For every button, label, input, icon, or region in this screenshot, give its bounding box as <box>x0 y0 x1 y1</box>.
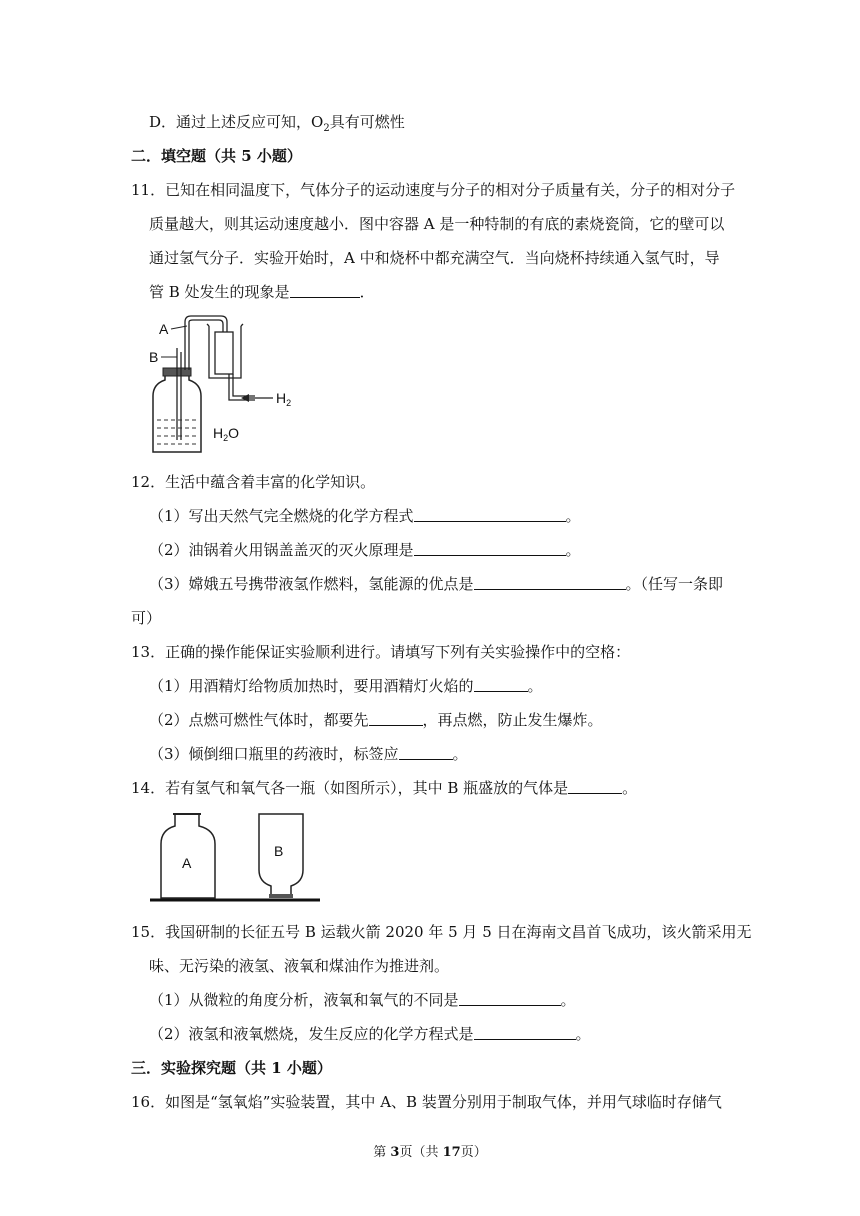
q13-p3-blank[interactable] <box>399 745 453 760</box>
q13-p2-text: （2）点燃可燃性气体时，都要先 <box>149 711 369 729</box>
option-d <box>149 112 405 139</box>
q13-p1-text: （1）用酒精灯给物质加热时，要用酒精灯火焰的 <box>149 677 474 695</box>
q12-p3-blank[interactable] <box>474 575 626 590</box>
q13-part1 <box>149 676 543 696</box>
q12-part2 <box>149 540 581 560</box>
section-2-title: 二．填空题（共 5 小题） <box>131 147 302 165</box>
q13-p1-end: 。 <box>527 677 543 695</box>
q13-p2-blank[interactable] <box>369 711 423 726</box>
q13-stem: 13．正确的操作能保证实验顺利进行。请填写下列有关实验操作中的空格： <box>131 643 631 661</box>
q15-p1-blank[interactable] <box>459 991 561 1006</box>
q11-line1: 11．已知在相同温度下，气体分子的运动速度与分子的相对分子质量有关，分子的相对分子 <box>131 181 736 199</box>
q14-stem <box>131 778 637 798</box>
footer-pre: 第 <box>373 1145 391 1160</box>
section-3-title: 三．实验探究题（共 1 小题） <box>131 1059 332 1077</box>
q14-gas-bottles-figure <box>145 808 325 908</box>
fig-bottle-a-label: A <box>182 855 192 871</box>
q11-answer-blank[interactable] <box>290 283 360 298</box>
q13-p3-text: （3）倾倒细口瓶里的药液时，标签应 <box>149 745 399 763</box>
q12-p1-end: 。 <box>565 507 581 525</box>
q12-part1 <box>149 506 581 526</box>
option-d-text: D．通过上述反应可知，O <box>149 113 324 131</box>
q13-p3-end: 。 <box>452 745 468 763</box>
q12-p2-text: （2）油锅着火用锅盖盖灭的灭火原理是 <box>149 541 414 559</box>
fig-label-b: B <box>149 349 159 365</box>
q12-p3-end: 。（任写一条即 <box>625 575 724 593</box>
q14-stem-end: 。 <box>622 779 638 797</box>
q12-p1-blank[interactable] <box>414 507 566 522</box>
q15-p2-end: 。 <box>575 1025 591 1043</box>
q15-line2: 味、无污染的液氢、液氧和煤油作为推进剂。 <box>149 957 450 975</box>
q15-line1: 15．我国研制的长征五号 B 运载火箭 2020 年 5 月 5 日在海南文昌首飞成功，该火箭采用无 <box>131 923 752 941</box>
q14-stem-text: 14．若有氢气和氧气各一瓶（如图所示），其中 B 瓶盛放的气体是 <box>131 779 569 797</box>
footer-page-number: 3 <box>390 1145 400 1160</box>
q12-part3 <box>149 574 723 594</box>
q12-p2-end: 。 <box>565 541 581 559</box>
q11-line2: 质量越大，则其运动速度越小．图中容器 A 是一种特制的有底的素烧瓷筒，它的壁可以 <box>149 215 725 233</box>
q14-blank[interactable] <box>568 779 622 794</box>
q15-p1-end: 。 <box>560 991 576 1009</box>
q15-p1-text: （1）从微粒的角度分析，液氧和氧气的不同是 <box>149 991 459 1009</box>
q13-part3 <box>149 744 468 764</box>
q11-line4-end: ． <box>359 283 375 301</box>
q15-part1 <box>149 990 576 1010</box>
svg-text:H2: $H_2$ <box>276 390 292 408</box>
option-d-end: 具有可燃性 <box>329 113 405 131</box>
footer-total-pages: 17 <box>442 1145 461 1160</box>
q12-p1-text: （1）写出天然气完全燃烧的化学方程式 <box>149 507 414 525</box>
q15-part2 <box>149 1024 591 1044</box>
q15-p2-blank[interactable] <box>474 1025 576 1040</box>
fig-bottle-b-label: B <box>274 843 284 859</box>
fig-label-h2o: $H_2O$ <box>213 425 240 443</box>
q12-part3-cont: 可） <box>131 609 162 627</box>
q13-part2 <box>149 710 603 730</box>
footer-post: 页） <box>460 1145 487 1160</box>
q11-apparatus-figure <box>145 312 275 462</box>
q12-stem: 12．生活中蕴含着丰富的化学知识。 <box>131 473 376 491</box>
q12-p3-text: （3）嫦娥五号携带液氢作燃料，氢能源的优点是 <box>149 575 474 593</box>
q16-line1: 16．如图是“氢氧焰”实验装置，其中 A、B 装置分别用于制取气体，并用气球临时存储气 <box>131 1093 722 1111</box>
q13-p1-blank[interactable] <box>474 677 528 692</box>
q11-line3: 通过氢气分子．实验开始时，A 中和烧杯中都充满空气．当向烧杯持续通入氢气时，导 <box>149 249 720 267</box>
q11-line4 <box>149 282 375 302</box>
fig-label-h2-gas <box>275 388 305 408</box>
q12-p2-blank[interactable] <box>414 541 566 556</box>
q13-p2-end: ，再点燃，防止发生爆炸。 <box>422 711 603 729</box>
page-footer <box>0 1141 860 1160</box>
option-d-sub: 2 <box>323 123 330 134</box>
q11-line4-text: 管 B 处发生的现象是 <box>149 283 290 301</box>
footer-mid: 页（共 <box>399 1145 443 1160</box>
q15-p2-text: （2）液氢和液氧燃烧，发生反应的化学方程式是 <box>149 1025 474 1043</box>
fig-label-a: A <box>159 321 169 337</box>
